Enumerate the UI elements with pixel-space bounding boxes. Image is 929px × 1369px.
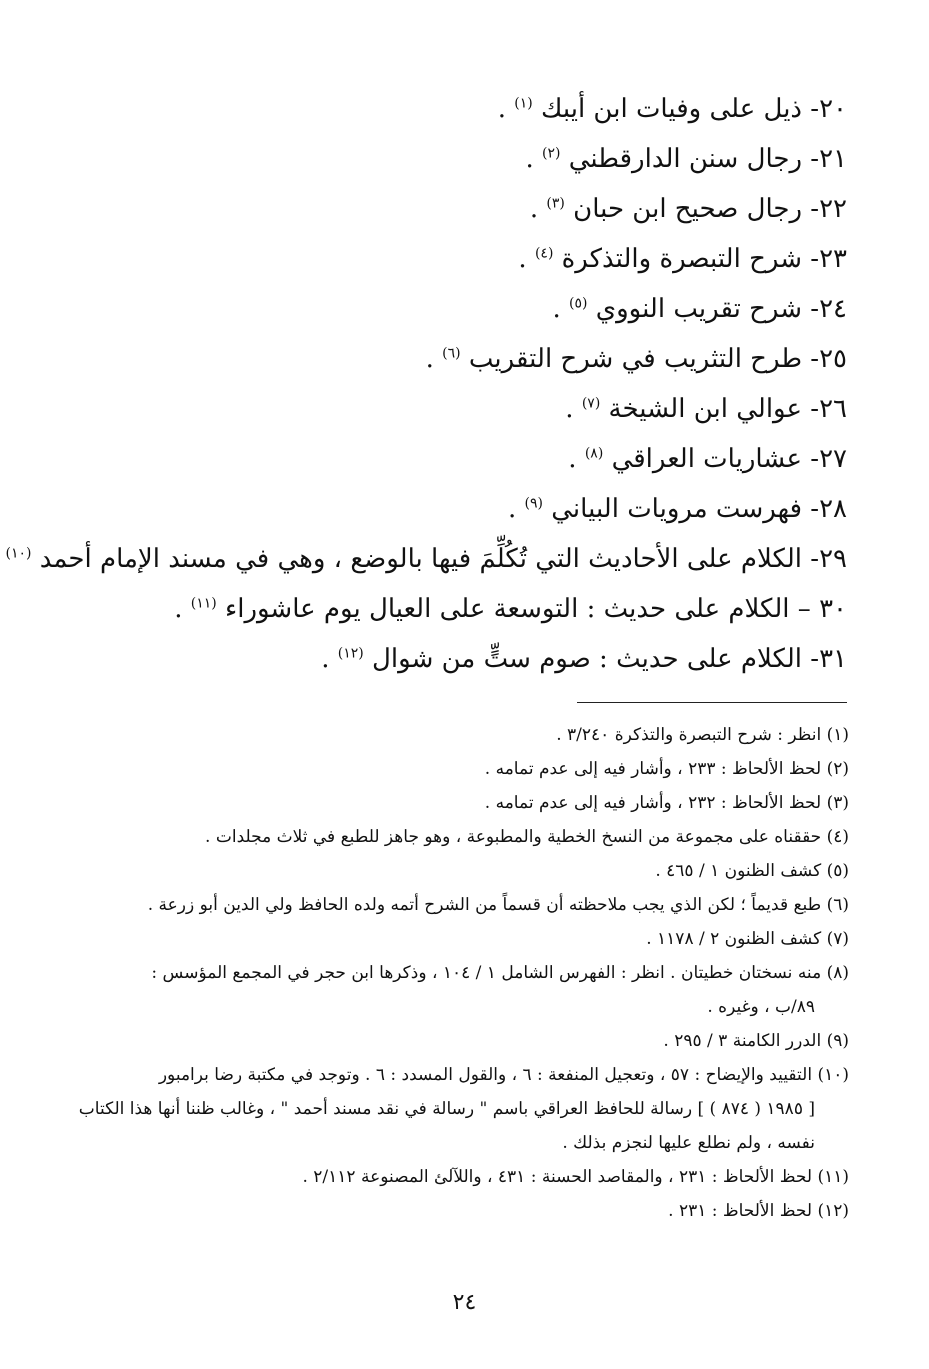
footnote	[73, 922, 853, 956]
footnote-text: (٣) لحظ الألحاظ : ٢٣٢ ، وأشار فيه إلى عدم تمامه .	[484, 793, 849, 813]
footnote	[73, 1024, 853, 1058]
work-entry	[5, 534, 847, 584]
work-title: ٢٤- شرح تقريب النووي	[595, 294, 847, 324]
footnote-text: (٤) حققناه على مجموعة من النسخ الخطية والمطبوعة ، وهو جاهز للطبع في ثلاث مجلدات .	[205, 827, 849, 847]
footnote-ref: (١٢)	[337, 645, 364, 662]
entry-terminator: .	[552, 294, 561, 324]
footnote	[73, 718, 853, 752]
footnote-text: (١٠) التقييد والإيضاح : ٥٧ ، وتعجيل المنفعة : ٦ ، والقول المسدد : ٦ . وتوجد في مكتبة رضا برامبور	[158, 1065, 849, 1085]
work-title: ٢٦- عوالي ابن الشيخة	[608, 394, 847, 424]
footnote-text: (٦) طبع قديماً ؛ لكن الذي يجب ملاحظته أن قسماً من الشرح أتمه ولده الحافظ ولي الدين أبو زرعة .	[147, 895, 849, 915]
footnote-text: (٨) منه نسختان خطيتان . انظر : الفهرس الشامل ١ / ١٠٤ ، وذكرها ابن حجر في المجمع المؤسس :	[151, 963, 849, 983]
footnote-ref: (٩)	[524, 495, 543, 512]
works-list	[5, 84, 847, 684]
footnote	[73, 1058, 853, 1160]
footnote-ref: (٣)	[546, 195, 565, 212]
footnote-ref: (١)	[514, 95, 533, 112]
work-title: ٢١- رجال سنن الدارقطني	[568, 144, 847, 174]
work-title: ٢٩- الكلام على الأحاديث التي تُكُلِّمَ فيها بالوضع ، وهي في مسند الإمام أحمد	[39, 544, 847, 574]
footnote	[73, 956, 853, 1024]
work-entry	[87, 484, 847, 534]
entry-terminator: .	[321, 644, 330, 674]
entry-terminator: .	[568, 444, 577, 474]
page-number: ٢٤	[452, 1290, 477, 1315]
entry-terminator: .	[525, 144, 534, 174]
footnote-text: (٢) لحظ الألحاظ : ٢٣٣ ، وأشار فيه إلى عدم تمامه .	[484, 759, 849, 779]
footnote-separator	[577, 702, 847, 703]
footnote-continuation: [ ١٩٨٥ ( ٨٧٤ ) ] رسالة للحافظ العراقي باسم " رسالة في نقد مسند أحمد " ، وغالب ظننا أنها هذا الكتاب نفسه ، ولم نطلع عليها لنجزم بذلك .	[78, 1099, 815, 1153]
work-title: ٢٣- شرح التبصرة والتذكرة	[561, 244, 847, 274]
footnote	[73, 752, 853, 786]
footnote	[73, 854, 853, 888]
entry-terminator: .	[425, 344, 434, 374]
footnote-text: (١٢) لحظ الألحاظ : ٢٣١ .	[668, 1201, 849, 1221]
footnote	[73, 1160, 853, 1194]
footnote-text: (٥) كشف الظنون ١ / ٤٦٥ .	[655, 861, 849, 881]
work-title: ٣٠ – الكلام على حديث : التوسعة على العيال يوم عاشوراء	[225, 594, 847, 624]
entry-terminator: .	[565, 394, 574, 424]
footnote-ref: (١١)	[190, 595, 217, 612]
footnote-ref: (١٠)	[5, 545, 32, 562]
footnote-text: (٧) كشف الظنون ٢ / ١١٧٨ .	[646, 929, 849, 949]
work-entry	[87, 584, 847, 634]
footnote-continuation: ٨٩/ب ، وغيره .	[707, 997, 815, 1017]
work-entry	[87, 384, 847, 434]
work-title: ٢٢- رجال صحيح ابن حبان	[573, 194, 847, 224]
footnote-ref: (٧)	[581, 395, 601, 412]
footnote	[73, 820, 853, 854]
footnote-ref: (٤)	[534, 245, 554, 262]
work-entry	[87, 334, 847, 384]
entry-terminator: .	[518, 244, 527, 274]
work-entry	[87, 434, 847, 484]
footnote-text: (١) انظر : شرح التبصرة والتذكرة ٣/٢٤٠ .	[556, 725, 849, 745]
footnote-ref: (٥)	[569, 295, 588, 312]
work-entry	[87, 634, 847, 684]
work-title: ٢٨- فهرست مرويات البياني	[551, 494, 847, 524]
footnote	[73, 888, 853, 922]
footnote	[73, 786, 853, 820]
footnote-ref: (٨)	[584, 445, 604, 462]
footnote	[73, 1194, 853, 1228]
work-entry	[87, 184, 847, 234]
work-title: ٣١- الكلام على حديث : صوم ستٍّ من شوال	[372, 644, 847, 674]
entry-terminator: .	[529, 194, 539, 224]
footnote-text: (١١) لحظ الألحاظ : ٢٣١ ، والمقاصد الحسنة : ٤٣١ ، واللآلئ المصنوعة ٢/١١٢ .	[302, 1167, 849, 1187]
footnotes-list	[73, 718, 853, 1228]
footnote-ref: (٦)	[442, 345, 461, 362]
work-title: ٢٠- ذيل على وفيات ابن أيبك	[540, 94, 847, 124]
entry-terminator: .	[508, 494, 517, 524]
footnote-text: (٩) الدرر الكامنة ٣ / ٢٩٥ .	[663, 1031, 849, 1051]
work-title: ٢٥- طرح التثريب في شرح التقريب	[468, 344, 847, 374]
work-entry	[87, 284, 847, 334]
entry-terminator: .	[174, 594, 183, 624]
entry-terminator: .	[497, 94, 506, 124]
footnote-ref: (٢)	[542, 145, 561, 162]
work-entry	[87, 134, 847, 184]
work-entry	[87, 84, 847, 134]
work-title: ٢٧- عشاريات العراقي	[611, 444, 847, 474]
work-entry	[87, 234, 847, 284]
